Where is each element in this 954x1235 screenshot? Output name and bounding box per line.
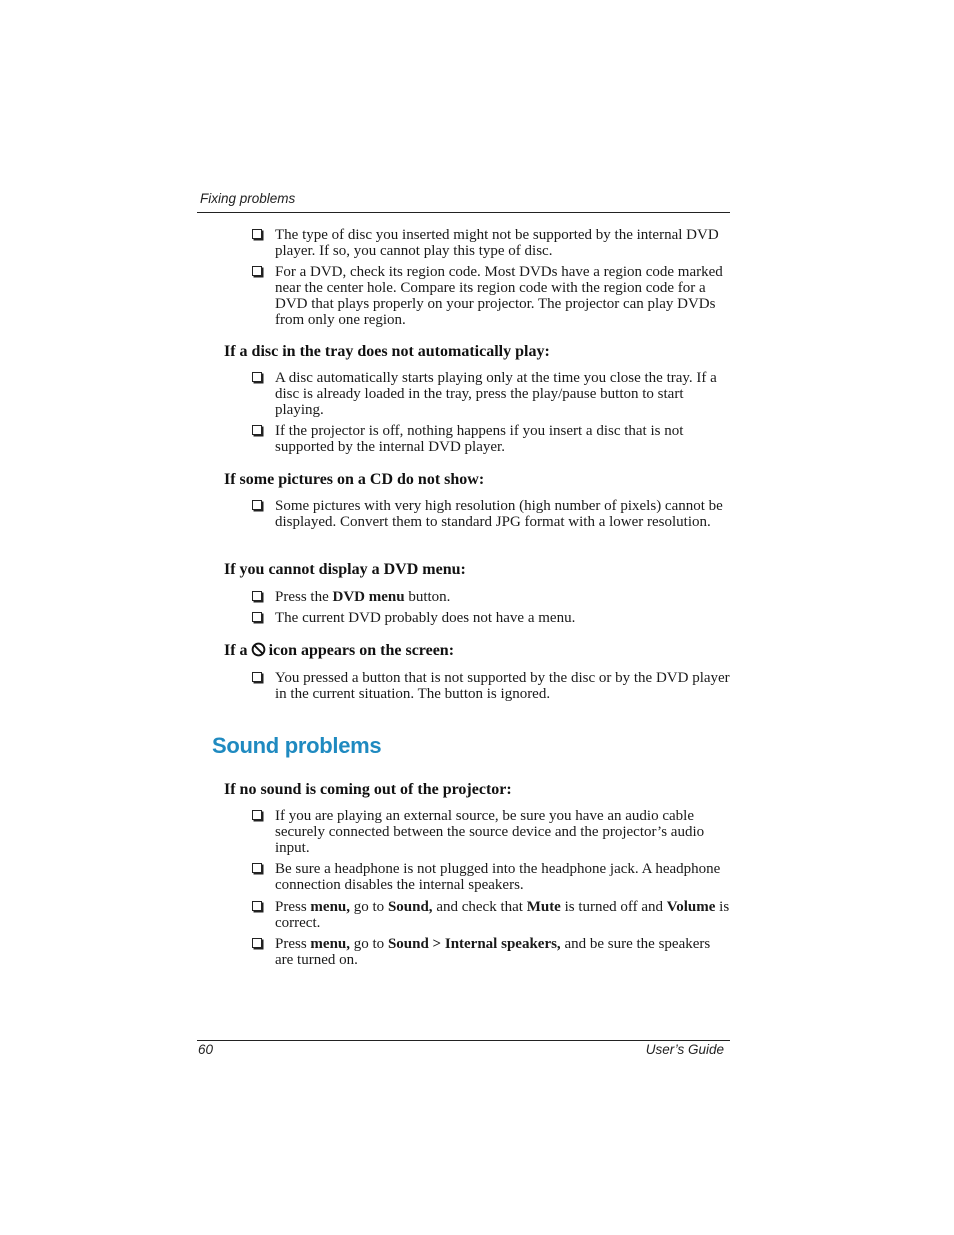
checkbox-bullet-icon xyxy=(252,425,262,435)
list-item xyxy=(252,610,730,626)
checkbox-bullet-icon xyxy=(252,863,262,873)
checkbox-bullet-icon xyxy=(252,938,262,948)
list-item xyxy=(252,936,730,968)
checkbox-bullet-icon xyxy=(252,591,262,601)
section-title-sound-problems: Sound problems xyxy=(212,733,382,758)
list-item-text: Press menu, go to Sound > Internal speakers, and be sure the speakers are turned on. xyxy=(275,936,711,968)
list-item xyxy=(252,423,730,455)
page-number: 60 xyxy=(198,1042,214,1057)
footer-guide-name: User’s Guide xyxy=(645,1042,724,1057)
checkbox-bullet-icon xyxy=(252,672,262,682)
list-item xyxy=(252,861,730,893)
list-item-text: The type of disc you inserted might not be supported by the internal DVD player. If so, you cannot play this type of disc. xyxy=(275,227,719,259)
checkbox-bullet-icon xyxy=(252,500,262,510)
list-item xyxy=(252,899,730,931)
list-item xyxy=(252,498,730,530)
header-rule xyxy=(197,212,730,213)
list-item xyxy=(252,264,730,328)
list-item xyxy=(252,227,730,259)
subheading-dvd-menu: If you cannot display a DVD menu: xyxy=(224,561,466,578)
running-header: Fixing problems xyxy=(200,191,296,206)
checkbox-bullet-icon xyxy=(252,266,262,276)
list-item xyxy=(252,589,730,605)
checkbox-bullet-icon xyxy=(252,810,262,820)
subheading-cd-pictures: If some pictures on a CD do not show: xyxy=(224,471,485,488)
list-item xyxy=(252,370,730,418)
list-item-text: A disc automatically starts playing only at the time you close the tray. If a disc is already loaded in the tray, press the play/pause button to start playing. xyxy=(275,370,717,418)
list-item-text: Press the DVD menu button. xyxy=(275,589,451,605)
checkbox-bullet-icon xyxy=(252,901,262,911)
list-item-text: Press menu, go to Sound, and check that Mute is turned off and Volume is correct. xyxy=(275,899,730,931)
list-item-text: The current DVD probably does not have a menu. xyxy=(275,610,576,626)
list-item-text: Be sure a headphone is not plugged into the headphone jack. A headphone connection disables the internal speakers. xyxy=(275,861,721,893)
list-item-text: For a DVD, check its region code. Most DVDs have a region code marked near the center hole. Compare its region code with the region code for a DVD that plays properly on your projector. The projector can play DVDs from only one region. xyxy=(275,264,723,328)
list-item-text: If the projector is off, nothing happens if you insert a disc that is not supported by the internal DVD player. xyxy=(275,423,684,455)
list-item-text: If you are playing an external source, be sure you have an audio cable securely connected between the source device and the projector’s audio input. xyxy=(275,808,705,856)
checkbox-bullet-icon xyxy=(252,612,262,622)
list-item xyxy=(252,808,730,856)
checkbox-bullet-icon xyxy=(252,229,262,239)
prohibited-icon xyxy=(251,642,266,662)
subheading-icon-screen: If a icon appears on the screen: xyxy=(224,642,454,662)
checkbox-bullet-icon xyxy=(252,372,262,382)
list-item-text: Some pictures with very high resolution (high number of pixels) cannot be displayed. Convert them to standard JPG format with a lower resolution. xyxy=(275,498,723,530)
footer-rule xyxy=(197,1040,730,1041)
list-item-text: You pressed a button that is not supported by the disc or by the DVD player in the current situation. The button is ignored. xyxy=(275,670,730,702)
list-item xyxy=(252,670,730,702)
subheading-no-sound: If no sound is coming out of the projector: xyxy=(224,781,512,798)
subheading-disc-tray: If a disc in the tray does not automatically play: xyxy=(224,343,550,360)
